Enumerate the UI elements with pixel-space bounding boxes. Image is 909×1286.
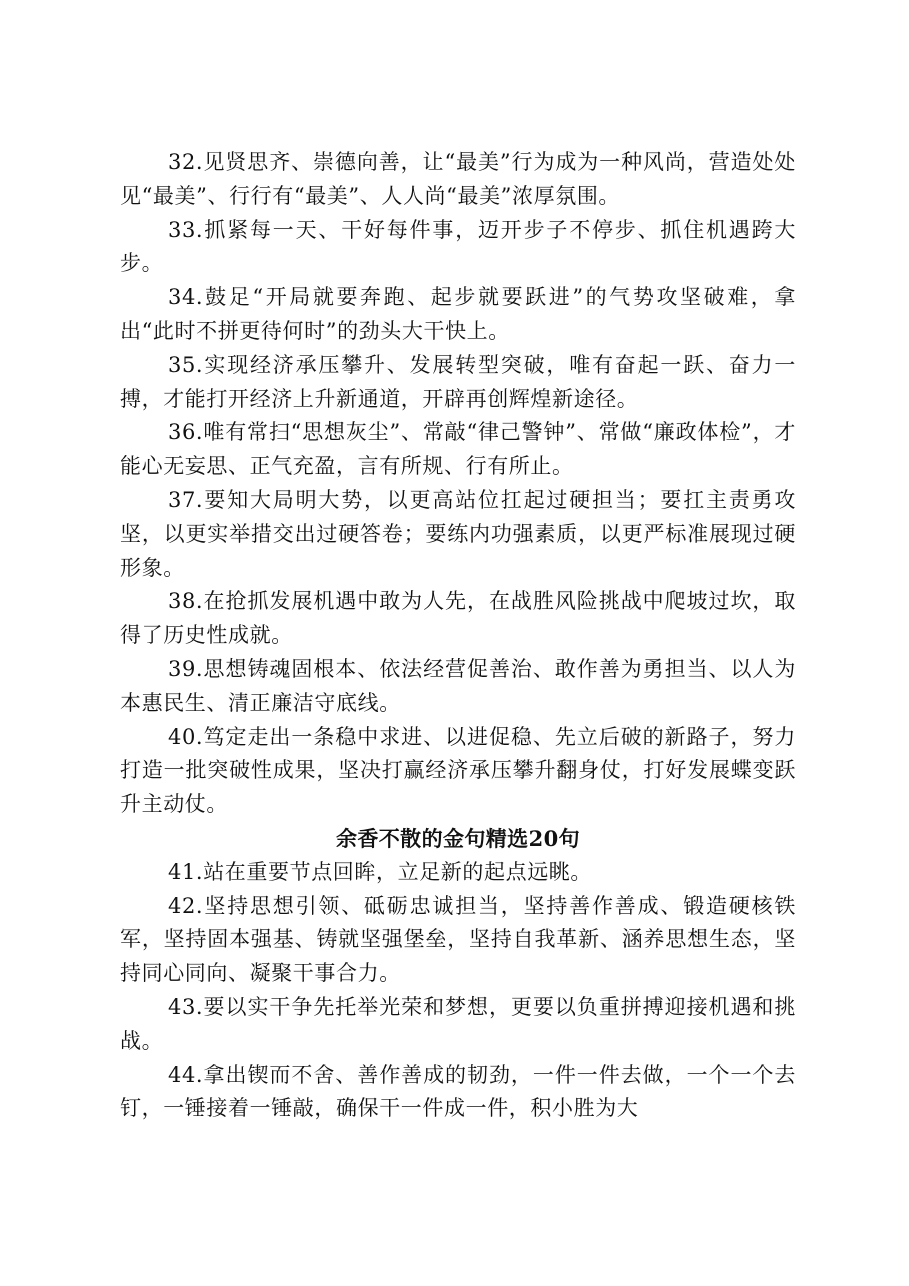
quote-39: 39.思想铸魂固根本、依法经营促善治、敢作善为勇担当、以人为本惠民生、清正廉洁守底线。: [120, 656, 796, 715]
quote-35: 35.实现经济承压攀升、发展转型突破，唯有奋起一跃、奋力一搏，才能打开经济上升新通道，开辟再创辉煌新途径。: [120, 352, 796, 411]
document-page: [120, 146, 796, 1126]
quote-41: 41.站在重要节点回眸，立足新的起点远眺。: [168, 859, 592, 884]
quote-33: 33.抓紧每一天、干好每件事，迈开步子不停步、抓住机遇跨大步。: [120, 217, 796, 276]
quote-44: 44.拿出锲而不舍、善作善成的韧劲，一件一件去做，一个一个去钉，一锤接着一锤敲，确保干一件成一件，积小胜为大: [120, 1062, 796, 1121]
quote-37: 37.要知大局明大势，以更高站位扛起过硬担当；要扛主责勇攻坚，以更实举措交出过硬答卷；要练内功强素质，以更严标准展现过硬形象。: [120, 487, 796, 580]
quote-40: 40.笃定走出一条稳中求进、以进促稳、先立后破的新路子，努力打造一批突破性成果，坚决打赢经济承压攀升翻身仗，打好发展蝶变跃升主动仗。: [120, 724, 796, 817]
quote-38: 38.在抢抓发展机遇中敢为人先，在战胜风险挑战中爬坡过坎，取得了历史性成就。: [120, 589, 796, 648]
section-heading: 余香不散的金句精选20句: [335, 825, 581, 851]
quote-34: 34.鼓足“开局就要奔跑、起步就要跃进”的气势攻坚破难，拿出“此时不拼更待何时”的劲头大干快上。: [120, 285, 796, 343]
quote-32: 32.见贤思齐、崇德向善，让“最美”行为成为一种风尚，营造处处见“最美”、行行有“最美”、人人尚“最美”浓厚氛围。: [120, 150, 796, 208]
quote-43: 43.要以实干争先托举光荣和梦想，更要以负重拼搏迎接机遇和挑战。: [120, 994, 796, 1053]
quote-36: 36.唯有常扫“思想灰尘”、常敲“律己警钟”、常做“廉政体检”，才能心无妄思、正气充盈，言有所规、行有所止。: [120, 420, 796, 479]
quote-42: 42.坚持思想引领、砥砺忠诚担当，坚持善作善成、锻造硬核铁军，坚持固本强基、铸就坚强堡垒，坚持自我革新、涵养思想生态，坚持同心同向、凝聚干事合力。: [120, 893, 796, 986]
